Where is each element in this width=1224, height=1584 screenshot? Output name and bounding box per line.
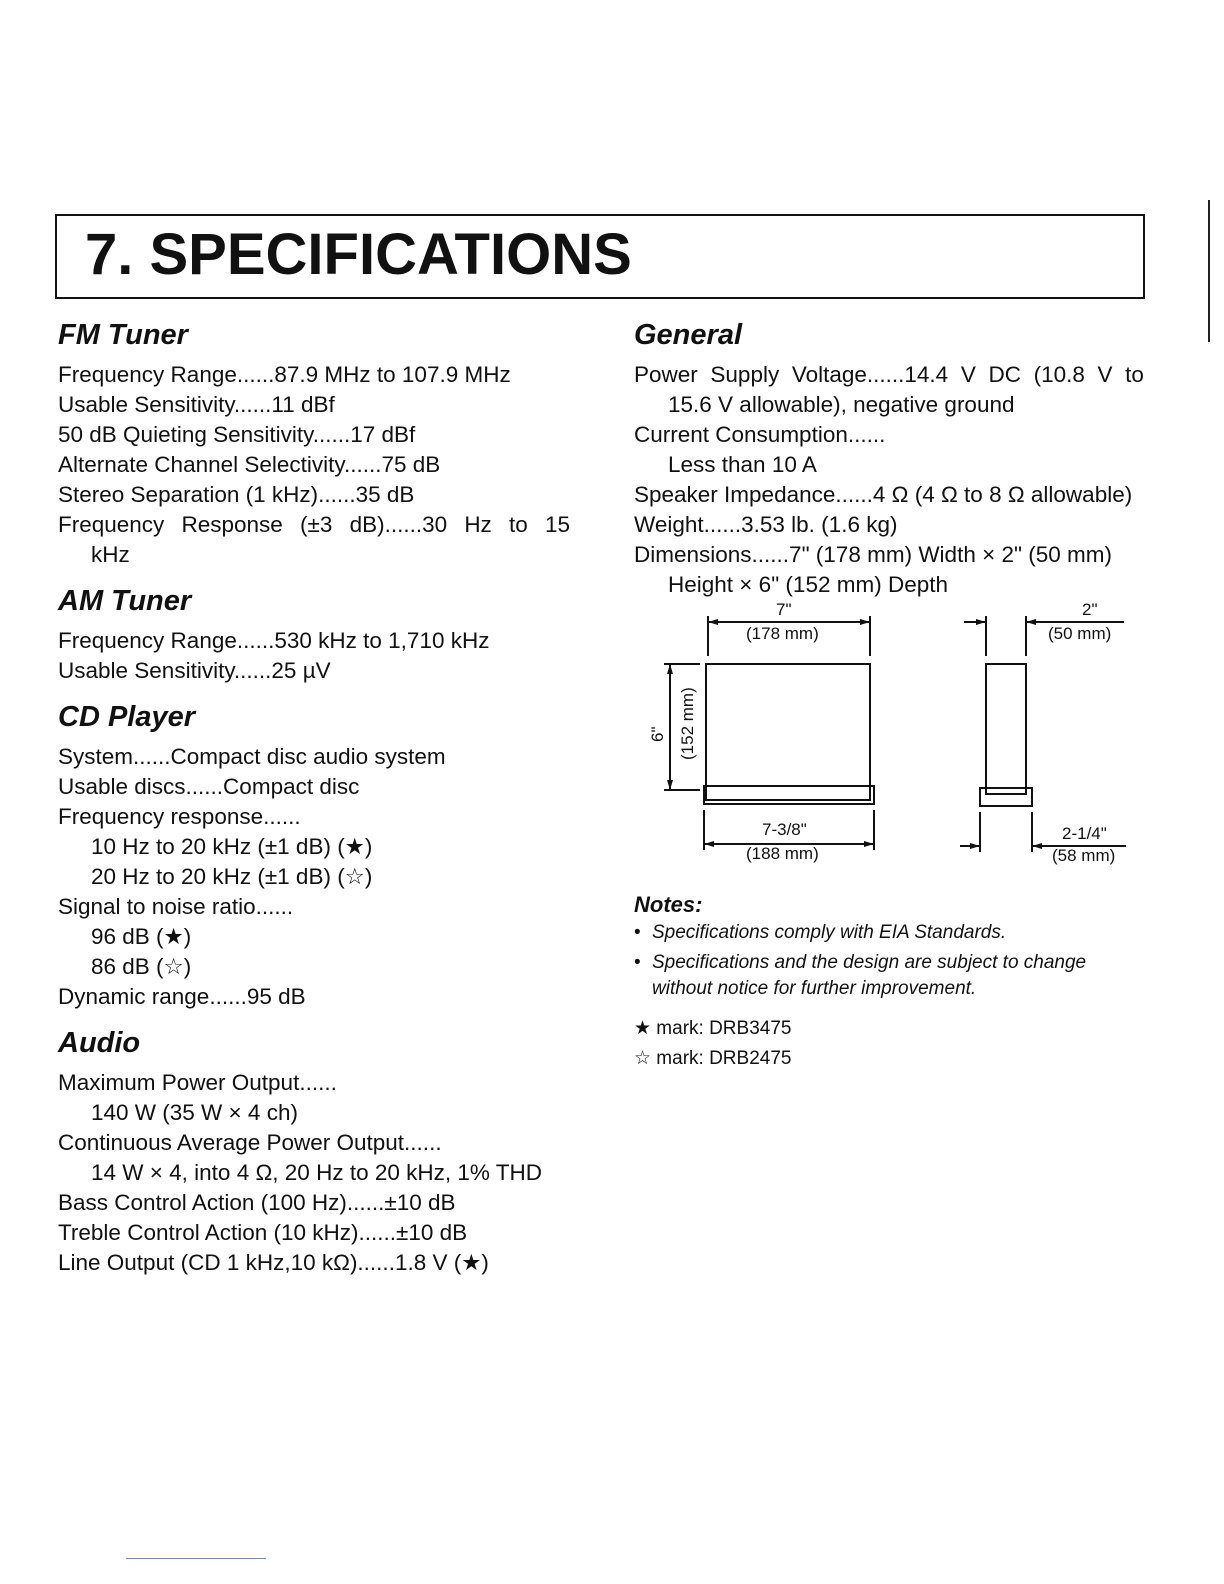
cd-frequency-response: Frequency response......	[58, 804, 301, 829]
cd-frequency-response-a: 10 Hz to 20 kHz (±1 dB) (★)	[91, 834, 373, 859]
note-eia-text: Specifications comply with EIA Standards.	[652, 922, 1007, 943]
cd-snr-a: 96 dB (★)	[91, 924, 192, 949]
general-heading: General	[634, 319, 742, 351]
audio-section	[58, 1026, 588, 1278]
side-view-bezel	[980, 788, 1032, 806]
cd-snr-b: 86 dB (☆)	[91, 954, 192, 979]
dim-height-in: 6"	[648, 726, 667, 742]
mark-outline-star: ☆ mark: DRB2475	[634, 1048, 792, 1069]
power-word: Supply	[710, 362, 780, 387]
cd-system: System......Compact disc audio system	[58, 744, 446, 769]
bottom-rule	[126, 1558, 266, 1559]
dim-side-mm: (50 mm)	[1048, 624, 1112, 643]
audio-heading: Audio	[58, 1027, 141, 1059]
dim-side-bottom-mm: (58 mm)	[1052, 846, 1116, 865]
am-frequency-range: Frequency Range......530 kHz to 1,710 kHz	[58, 628, 490, 653]
fm-quieting-sensitivity: 50 dB Quieting Sensitivity......17 dBf	[58, 422, 416, 447]
notes-section	[634, 890, 1174, 1074]
fm-freq-word: 15	[544, 512, 570, 537]
am-tuner-section	[58, 584, 588, 686]
fm-freq-word: to	[509, 512, 528, 537]
cd-player-section	[58, 700, 588, 1012]
page-edge-mark	[1208, 200, 1210, 342]
audio-max-power: Maximum Power Output......	[58, 1070, 337, 1095]
title-box	[55, 214, 1145, 299]
audio-continuous-power-value: 14 W × 4, into 4 Ω, 20 Hz to 20 kHz, 1% THD	[91, 1160, 542, 1185]
fm-tuner-section	[58, 318, 588, 570]
general-dimensions-cont: Height × 6" (152 mm) Depth	[668, 572, 948, 597]
note-subject-to-change	[634, 950, 1174, 1002]
cd-usable-discs: Usable discs......Compact disc	[58, 774, 360, 799]
dim-bottom-in: 7-3/8"	[762, 820, 807, 839]
fm-freq-word: Response	[181, 512, 283, 537]
fm-frequency-response-cont: kHz	[91, 542, 130, 567]
power-word: (10.8	[1033, 362, 1085, 387]
general-current: Current Consumption......	[634, 422, 886, 447]
am-tuner-heading: AM Tuner	[58, 585, 192, 617]
general-power-supply-cont: 15.6 V allowable), negative ground	[668, 392, 1015, 417]
power-word: to	[1125, 362, 1144, 387]
cd-snr: Signal to noise ratio......	[58, 894, 294, 919]
dim-bottom-mm: (188 mm)	[746, 844, 819, 863]
dim-height-mm: (152 mm)	[678, 687, 697, 760]
fm-freq-word: dB)......30	[349, 512, 448, 537]
page-title: 7. SPECIFICATIONS	[85, 222, 632, 287]
fm-stereo-separation: Stereo Separation (1 kHz)......35 dB	[58, 482, 415, 507]
dimension-diagram	[634, 600, 1174, 884]
notes-heading: Notes:	[634, 892, 703, 917]
note-eia	[634, 920, 1174, 946]
general-impedance: Speaker Impedance......4 Ω (4 Ω to 8 Ω allowable)	[634, 482, 1133, 507]
fm-tuner-heading: FM Tuner	[58, 319, 188, 351]
cd-player-heading: CD Player	[58, 701, 196, 733]
front-view-body	[706, 664, 870, 800]
general-power-supply	[634, 360, 1144, 390]
am-usable-sensitivity: Usable Sensitivity......25 µV	[58, 658, 331, 683]
cd-dynamic-range: Dynamic range......95 dB	[58, 984, 306, 1009]
dim-width-mm: (178 mm)	[746, 624, 819, 643]
side-view-body	[986, 664, 1026, 794]
power-word: Voltage......14.4	[791, 362, 949, 387]
general-section	[634, 318, 1174, 600]
cd-frequency-response-b: 20 Hz to 20 kHz (±1 dB) (☆)	[91, 864, 373, 889]
right-column	[634, 312, 1174, 1074]
audio-max-power-value: 140 W (35 W × 4 ch)	[91, 1100, 298, 1125]
audio-bass-control: Bass Control Action (100 Hz)......±10 dB	[58, 1190, 456, 1215]
fm-frequency-range: Frequency Range......87.9 MHz to 107.9 MHz	[58, 362, 511, 387]
audio-line-output: Line Output (CD 1 kHz,10 kΩ)......1.8 V (★)	[58, 1250, 489, 1275]
left-column	[58, 312, 588, 1278]
mark-filled-star: ★ mark: DRB3475	[634, 1018, 792, 1039]
dim-side-in: 2"	[1082, 600, 1098, 619]
fm-freq-word: (±3	[300, 512, 333, 537]
general-weight: Weight......3.53 lb. (1.6 kg)	[634, 512, 898, 537]
audio-treble-control: Treble Control Action (10 kHz)......±10 dB	[58, 1220, 468, 1245]
fm-usable-sensitivity: Usable Sensitivity......11 dBf	[58, 392, 335, 417]
power-word: V	[960, 362, 976, 387]
note-change-line1: • Specifications and the design are subject to change	[652, 952, 1087, 973]
dim-width-in: 7"	[776, 600, 792, 619]
dim-side-bottom-in: 2-1/4"	[1062, 824, 1107, 843]
fm-alternate-selectivity: Alternate Channel Selectivity......75 dB	[58, 452, 441, 477]
front-view-bezel	[704, 786, 874, 804]
note-change-line2: without notice for further improvement.	[652, 978, 977, 999]
fm-freq-word: Hz	[464, 512, 492, 537]
general-current-value: Less than 10 A	[668, 452, 817, 477]
power-word: DC	[988, 362, 1021, 387]
power-word: V	[1097, 362, 1113, 387]
audio-continuous-power: Continuous Average Power Output......	[58, 1130, 442, 1155]
fm-frequency-response	[58, 510, 570, 540]
fm-freq-word: Frequency	[58, 512, 165, 537]
power-word: Power	[634, 362, 698, 387]
general-dimensions: Dimensions......7" (178 mm) Width × 2" (50 mm)	[634, 542, 1112, 567]
